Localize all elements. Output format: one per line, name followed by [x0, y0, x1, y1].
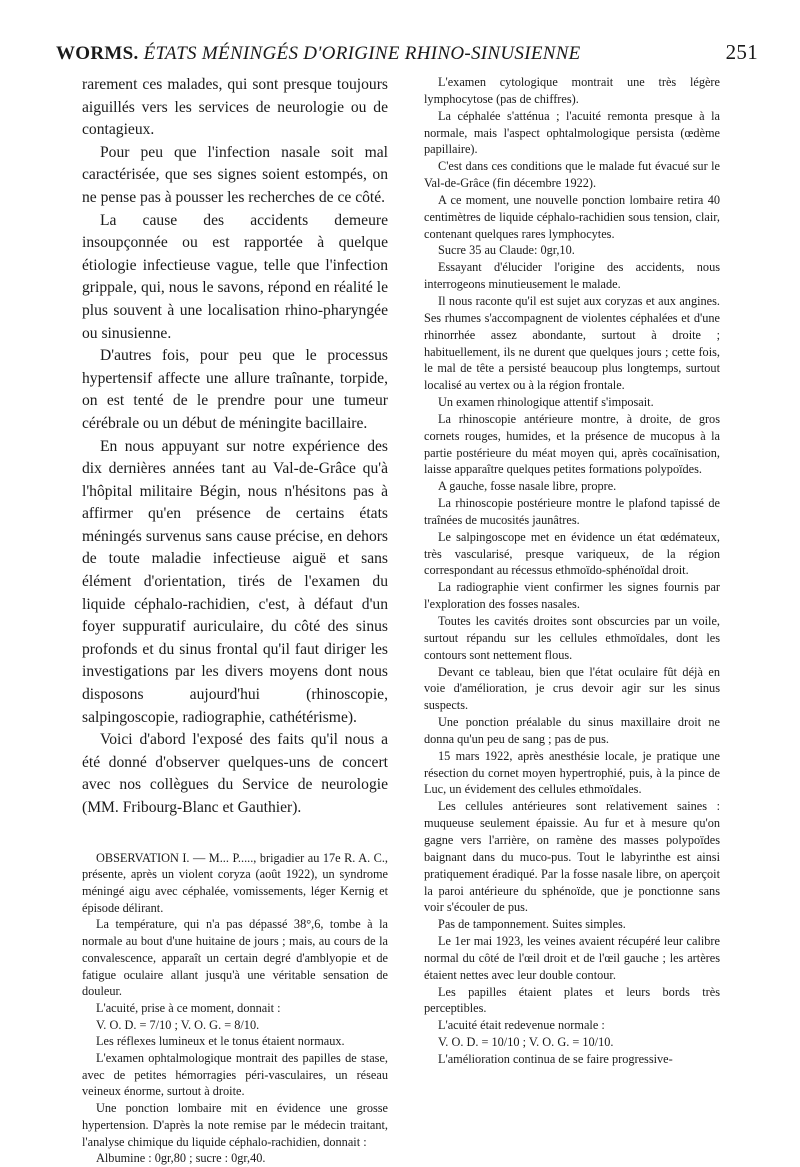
- paragraph: Les réflexes lumineux et le tonus étaient normaux.: [96, 1034, 345, 1049]
- paragraph: rarement ces malades, qui sont presque toujours aiguillés vers les services de neurologie ou de contagieux.: [82, 76, 388, 139]
- paragraph: L'examen cytologique montrait une très légère lymphocytose (pas de chiffres).: [424, 75, 720, 106]
- paragraph: Il nous raconte qu'il est sujet aux coryzas et aux angines. Ses rhumes s'accompagnent de violentes céphalées et d'une rhinorrhée assez abondante, surtout à droite ; habituellement, ils ne durent que quelques jours ; cette fois, le mal de tête a persisté beaucoup plus longtemps, surtout localisé au vertex ou à la région frontale.: [424, 293, 720, 393]
- paragraph: Le 1er mai 1923, les veines avaient récupéré leur calibre normal du côté de l'œil droit et de l'œil gauche ; les artères étaient nettes avec leur double contour.: [424, 934, 720, 982]
- paragraph: Devant ce tableau, bien que l'état oculaire fût déjà en voie d'amélioration, je crus devoir agir sur les sinus suspects.: [424, 664, 720, 713]
- observation-heading: OBSERVATION I. — M... P....., brigadier au 17e R. A. C., présente, après un violent coryza (août 1922), un syndrome méningé aigu avec céphalée, vomissements, léger Kernig et épisode délirant.: [82, 850, 388, 915]
- paragraph: A gauche, fosse nasale libre, propre.: [438, 479, 617, 494]
- paragraph: Un examen rhinologique attentif s'imposait.: [438, 395, 654, 410]
- running-title: [56, 43, 581, 65]
- paragraph: Une ponction lombaire mit en évidence une grosse hypertension. D'après la note remise par le médecin traitant, l'analyse chimique du liquide céphalo-rachidien, donnait :: [82, 1101, 388, 1149]
- paragraph: Une ponction préalable du sinus maxillaire droit ne donna qu'un peu de sang ; pas de pus.: [424, 715, 720, 746]
- left-column: [82, 74, 388, 1167]
- paragraph: Essayant d'élucider l'origine des accidents, nous interrogeons minutieusement le malade.: [424, 260, 720, 292]
- author-name: WORMS.: [56, 43, 139, 64]
- paragraph: Toutes les cavités droites sont obscurcies par un voile, surtout répandu sur les cellules ethmoïdales, dont les contours sont nettement flous.: [424, 614, 720, 662]
- paragraph: L'acuité était redevenue normale :: [438, 1018, 605, 1033]
- paragraph: La rhinoscopie postérieure montre le plafond tapissé de traînées de mucosités jaunâtres.: [424, 496, 720, 527]
- paragraph: V. O. D. = 7/10 ; V. O. G. = 8/10.: [96, 1017, 260, 1032]
- paragraph: La radiographie vient confirmer les signes fournis par l'exploration des fosses nasales.: [424, 580, 720, 612]
- observation-block: [82, 850, 388, 1167]
- paragraph: D'autres fois, pour peu que le processus hypertensif affecte une allure traînante, torpide, on est tenté de le prendre pour une tumeur cérébrale ou un début de méningite bacillaire.: [82, 347, 388, 432]
- paragraph: La céphalée s'atténua ; l'acuité remonta presque à la normale, mais l'aspect ophtalmologique persista (œdème papillaire).: [424, 108, 720, 157]
- paragraph: La cause des accidents demeure insoupçonnée ou est rapportée à quelque étiologie infectieuse vague, telle que l'infection grippale, qui, nous le savons, répond en réalité le plus souvent à une localisation rhino-pharyngée ou sinusienne.: [82, 211, 388, 342]
- running-header: [56, 40, 758, 65]
- paragraph: Les cellules antérieures sont relativement saines : muqueuse seulement épaissie. Au fur et à mesure qu'on gagne vers l'arrière, on ramène des masses polypoïdes baignant dans du muco-pus. Tout le labyrinthe est ainsi pratiquement éradiqué. Par la fosse nasale libre, on aperçoit la paroi antérieure du sphénoïde, que je ponctionne sans voir s'écouler de pus.: [424, 799, 720, 915]
- paragraph: La température, qui n'a pas dépassé 38°,6, tombe à la normale au bout d'une huitaine de jours ; mais, au cours de la convalescence, apparaît un certain degré d'amblyopie et de fatigue oculaire allant jusqu'à une véritable sensation de douleur.: [82, 917, 388, 999]
- paragraph: C'est dans ces conditions que le malade fut évacué sur le Val-de-Grâce (fin décembre 1922).: [424, 159, 720, 191]
- paragraph: L'amélioration continua de se faire progressive-: [438, 1051, 673, 1066]
- page-number: 251: [725, 40, 758, 64]
- paragraph: Pas de tamponnement. Suites simples.: [438, 917, 626, 932]
- paragraph: Pour peu que l'infection nasale soit mal caractérisée, que ses signes soient estompés, on ne pense pas à pousser les recherches de ce côté.: [82, 143, 388, 206]
- paragraph: L'examen ophtalmologique montrait des papilles de stase, avec de petites hémorragies péri-vasculaires, un réseau veineux énorme, surtout à droite.: [82, 1051, 388, 1099]
- paragraph: Sucre 35 au Claude: 0gr,10.: [438, 243, 575, 258]
- paragraph: 15 mars 1922, après anesthésie locale, je pratique une résection du cornet moyen hypertrophié, puis, à la pince de Luc, un évidement des cellules ethmoïdales.: [424, 748, 720, 797]
- paragraph: Les papilles étaient plates et leurs bords très perceptibles.: [424, 984, 720, 1016]
- paragraph: L'acuité, prise à ce moment, donnait :: [96, 1000, 281, 1015]
- main-text: [82, 74, 388, 820]
- paragraph: En nous appuyant sur notre expérience des dix dernières années tant au Val-de-Grâce qu'à l'hôpital militaire Bégin, nous n'hésitons pas à affirmer qu'en présence de certains états méningés survenus sans cause précise, en dehors de toute maladie infectieuse aiguë et sans élément d'orientation, tirés de l'examen du liquide céphalo-rachidien, c'est, à défaut d'un foyer suppuratif auriculaire, du côté des sinus profonds et du sinus frontal qu'il faut diriger les investigations par les divers moyens dont nous disposons aujourd'hui (rhinoscopie, salpingoscopie, radiographie, cathétérisme).: [82, 437, 388, 726]
- right-column: [424, 74, 720, 1068]
- paragraph: La rhinoscopie antérieure montre, à droite, de gros cornets rouges, humides, et la présence de mucopus à la partie postérieure du méat moyen qui, après cocaïnisation, laisse apparaître quelques petites formations polypoïdes.: [424, 411, 720, 477]
- paragraph: Voici d'abord l'exposé des faits qu'il nous a été donné d'observer quelques-uns de concert avec nos collègues du Service de neurologie (MM. Fribourg-Blanc et Gauthier).: [82, 731, 388, 816]
- article-title: ÉTATS MÉNINGÉS D'ORIGINE RHINO-SINUSIENNE: [143, 43, 581, 64]
- paragraph: Albumine : 0gr,80 ; sucre : 0gr,40.: [96, 1151, 266, 1166]
- paragraph: V. O. D. = 10/10 ; V. O. G. = 10/10.: [438, 1035, 614, 1050]
- paragraph: A ce moment, une nouvelle ponction lombaire retira 40 centimètres de liquide céphalo-rachidien sous tension, clair, contenant quelques rares lymphocytes.: [424, 192, 720, 241]
- paragraph: Le salpingoscope met en évidence un état œdémateux, très vascularisé, presque variqueux, de la région correspondant au récessus ethmoïdo-sphénoïdal droit.: [424, 529, 720, 578]
